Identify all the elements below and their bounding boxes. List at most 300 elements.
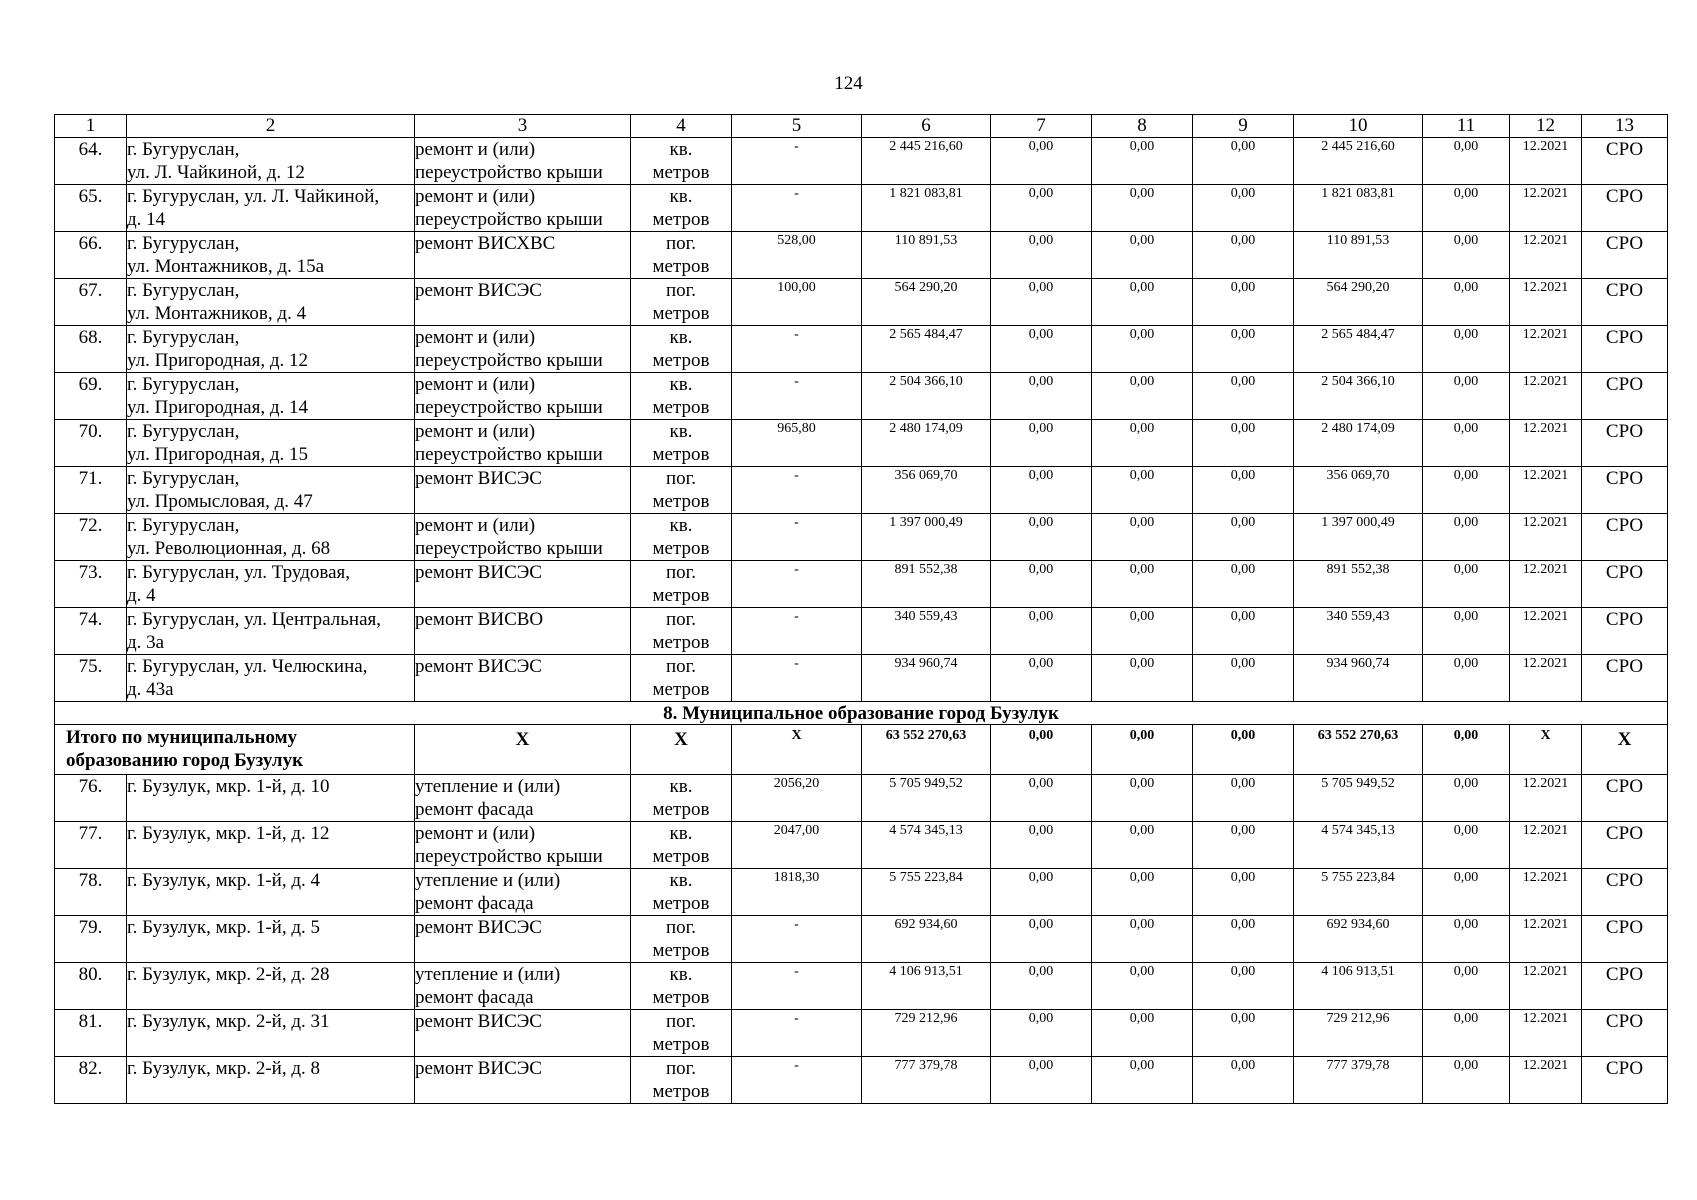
owners-funds-cell: 340 559,43 bbox=[1294, 608, 1423, 655]
local-budget-cell: 0,00 bbox=[1193, 326, 1294, 373]
work-type-cell bbox=[415, 561, 631, 608]
regional-budget-cell: 0,00 bbox=[1092, 420, 1193, 467]
cell-line: ул. Л. Чайкиной, д. 12 bbox=[127, 162, 305, 183]
deadline-cell: 12.2021 bbox=[1510, 775, 1582, 822]
deadline-cell: 12.2021 bbox=[1510, 655, 1582, 702]
total-other-funds-cell: 0,00 bbox=[1423, 725, 1510, 775]
cell-line: метров bbox=[652, 538, 710, 559]
work-type-cell bbox=[415, 822, 631, 869]
other-funds-cell: 0,00 bbox=[1423, 373, 1510, 420]
cell-line: ремонт ВИСЭС bbox=[415, 1058, 542, 1079]
cell-line: ремонт и (или) bbox=[415, 823, 536, 844]
owners-funds-cell: 4 574 345,13 bbox=[1294, 822, 1423, 869]
cell-line: ремонт и (или) bbox=[415, 374, 536, 395]
cell-line: пог. bbox=[665, 562, 697, 583]
contractor-cell: СРО bbox=[1582, 655, 1668, 702]
cell-line: утепление и (или) bbox=[415, 870, 561, 891]
deadline-cell: 12.2021 bbox=[1510, 326, 1582, 373]
other-funds-cell: 0,00 bbox=[1423, 185, 1510, 232]
other-funds-cell: 0,00 bbox=[1423, 514, 1510, 561]
total-cost-cell: 4 106 913,51 bbox=[862, 963, 991, 1010]
column-number-header bbox=[55, 115, 1668, 138]
cell-line: кв. bbox=[669, 515, 693, 536]
cell-line: ремонт и (или) bbox=[415, 139, 536, 160]
unit-cell bbox=[631, 869, 732, 916]
total-deadline-cell: X bbox=[1510, 725, 1582, 775]
other-funds-cell: 0,00 bbox=[1423, 326, 1510, 373]
owners-funds-cell: 692 934,60 bbox=[1294, 916, 1423, 963]
cell-line: образованию город Бузулук bbox=[66, 750, 304, 771]
regional-budget-cell: 0,00 bbox=[1092, 1057, 1193, 1104]
owners-funds-cell: 356 069,70 bbox=[1294, 467, 1423, 514]
address-cell bbox=[127, 916, 415, 963]
other-funds-cell: 0,00 bbox=[1423, 232, 1510, 279]
address-cell bbox=[127, 232, 415, 279]
row-number-cell: 68. bbox=[55, 326, 127, 373]
contractor-cell: СРО bbox=[1582, 373, 1668, 420]
column-header: 7 bbox=[991, 115, 1092, 138]
owners-funds-cell: 1 821 083,81 bbox=[1294, 185, 1423, 232]
cell-line: метров bbox=[652, 303, 710, 324]
total-cost-cell: 777 379,78 bbox=[862, 1057, 991, 1104]
regional-budget-cell: 0,00 bbox=[1092, 185, 1193, 232]
owners-funds-cell: 729 212,96 bbox=[1294, 1010, 1423, 1057]
row-number-cell: 71. bbox=[55, 467, 127, 514]
fund-cell: 0,00 bbox=[991, 822, 1092, 869]
cell-line: метров bbox=[652, 444, 710, 465]
volume-cell: - bbox=[732, 185, 862, 232]
volume-cell: 100,00 bbox=[732, 279, 862, 326]
cell-line: пог. bbox=[665, 468, 697, 489]
address-cell bbox=[127, 822, 415, 869]
local-budget-cell: 0,00 bbox=[1193, 775, 1294, 822]
volume-cell: - bbox=[732, 467, 862, 514]
local-budget-cell: 0,00 bbox=[1193, 138, 1294, 185]
cell-line: г. Бузулук, мкр. 2-й, д. 28 bbox=[127, 964, 330, 985]
row-number-cell: 73. bbox=[55, 561, 127, 608]
regional-budget-cell: 0,00 bbox=[1092, 326, 1193, 373]
local-budget-cell: 0,00 bbox=[1193, 279, 1294, 326]
cell-line: ремонт и (или) bbox=[415, 186, 536, 207]
row-number-cell: 80. bbox=[55, 963, 127, 1010]
regional-budget-cell: 0,00 bbox=[1092, 608, 1193, 655]
cell-line: пог. bbox=[665, 917, 697, 938]
address-cell bbox=[127, 1057, 415, 1104]
unit-cell bbox=[631, 373, 732, 420]
cell-line: метров bbox=[652, 1081, 710, 1102]
volume-cell: - bbox=[732, 655, 862, 702]
cell-line: г. Бугуруслан, bbox=[127, 421, 240, 442]
address-cell bbox=[127, 775, 415, 822]
owners-funds-cell: 2 445 216,60 bbox=[1294, 138, 1423, 185]
cell-line: д. 3а bbox=[127, 632, 165, 653]
volume-cell: 1818,30 bbox=[732, 869, 862, 916]
column-header: 8 bbox=[1092, 115, 1193, 138]
deadline-cell: 12.2021 bbox=[1510, 232, 1582, 279]
total-fund-cell: 0,00 bbox=[991, 725, 1092, 775]
regional-budget-cell: 0,00 bbox=[1092, 138, 1193, 185]
cell-line: переустройство крыши bbox=[415, 444, 603, 465]
row-number-cell: 74. bbox=[55, 608, 127, 655]
deadline-cell: 12.2021 bbox=[1510, 138, 1582, 185]
total-cost-cell: 934 960,74 bbox=[862, 655, 991, 702]
deadline-cell: 12.2021 bbox=[1510, 279, 1582, 326]
unit-cell bbox=[631, 185, 732, 232]
deadline-cell: 12.2021 bbox=[1510, 561, 1582, 608]
owners-funds-cell: 891 552,38 bbox=[1294, 561, 1423, 608]
deadline-cell: 12.2021 bbox=[1510, 420, 1582, 467]
owners-funds-cell: 2 480 174,09 bbox=[1294, 420, 1423, 467]
column-header: 6 bbox=[862, 115, 991, 138]
cell-line: г. Бузулук, мкр. 2-й, д. 31 bbox=[127, 1011, 330, 1032]
cell-line: переустройство крыши bbox=[415, 538, 603, 559]
contractor-cell: СРО bbox=[1582, 232, 1668, 279]
address-cell bbox=[127, 1010, 415, 1057]
fund-cell: 0,00 bbox=[991, 869, 1092, 916]
contractor-cell: СРО bbox=[1582, 608, 1668, 655]
volume-cell: 528,00 bbox=[732, 232, 862, 279]
cell-line: пог. bbox=[665, 656, 697, 677]
fund-cell: 0,00 bbox=[991, 420, 1092, 467]
column-header: 2 bbox=[127, 115, 415, 138]
column-header: 10 bbox=[1294, 115, 1423, 138]
total-unit-cell: X bbox=[631, 725, 732, 775]
unit-cell bbox=[631, 608, 732, 655]
work-type-cell bbox=[415, 655, 631, 702]
volume-cell: - bbox=[732, 608, 862, 655]
total-cost-cell: 1 821 083,81 bbox=[862, 185, 991, 232]
table-row bbox=[55, 916, 1668, 963]
cell-line: метров bbox=[652, 256, 710, 277]
table-row bbox=[55, 467, 1668, 514]
unit-cell bbox=[631, 561, 732, 608]
unit-cell bbox=[631, 1010, 732, 1057]
work-type-cell bbox=[415, 420, 631, 467]
cell-line: ремонт ВИСЭС bbox=[415, 562, 542, 583]
deadline-cell: 12.2021 bbox=[1510, 1010, 1582, 1057]
cell-line: г. Бугуруслан, bbox=[127, 327, 240, 348]
contractor-cell: СРО bbox=[1582, 775, 1668, 822]
cell-line: пог. bbox=[665, 1011, 697, 1032]
table-row bbox=[55, 326, 1668, 373]
unit-cell bbox=[631, 279, 732, 326]
table-row bbox=[55, 279, 1668, 326]
cell-line: ул. Монтажников, д. 4 bbox=[127, 303, 307, 324]
deadline-cell: 12.2021 bbox=[1510, 869, 1582, 916]
column-header: 13 bbox=[1582, 115, 1668, 138]
other-funds-cell: 0,00 bbox=[1423, 1010, 1510, 1057]
work-type-cell bbox=[415, 916, 631, 963]
cell-line: метров bbox=[652, 350, 710, 371]
page-number: 124 bbox=[834, 73, 863, 94]
regional-budget-cell: 0,00 bbox=[1092, 822, 1193, 869]
other-funds-cell: 0,00 bbox=[1423, 420, 1510, 467]
unit-cell bbox=[631, 326, 732, 373]
volume-cell: - bbox=[732, 1010, 862, 1057]
volume-cell: - bbox=[732, 373, 862, 420]
local-budget-cell: 0,00 bbox=[1193, 373, 1294, 420]
total-cost-cell: 729 212,96 bbox=[862, 1010, 991, 1057]
address-cell bbox=[127, 608, 415, 655]
fund-cell: 0,00 bbox=[991, 279, 1092, 326]
volume-cell: 2056,20 bbox=[732, 775, 862, 822]
address-cell bbox=[127, 561, 415, 608]
work-type-cell bbox=[415, 1010, 631, 1057]
deadline-cell: 12.2021 bbox=[1510, 608, 1582, 655]
work-type-cell bbox=[415, 1057, 631, 1104]
cell-line: г. Бугуруслан, bbox=[127, 139, 240, 160]
total-volume-cell: X bbox=[732, 725, 862, 775]
fund-cell: 0,00 bbox=[991, 514, 1092, 561]
cell-line: ремонт и (или) bbox=[415, 421, 536, 442]
column-header: 3 bbox=[415, 115, 631, 138]
volume-cell: - bbox=[732, 963, 862, 1010]
section-header-row bbox=[55, 702, 1668, 725]
row-number-cell: 67. bbox=[55, 279, 127, 326]
total-cost-cell: 4 574 345,13 bbox=[862, 822, 991, 869]
local-budget-cell: 0,00 bbox=[1193, 420, 1294, 467]
cell-line: ул. Пригородная, д. 14 bbox=[127, 397, 308, 418]
row-number-cell: 79. bbox=[55, 916, 127, 963]
deadline-cell: 12.2021 bbox=[1510, 963, 1582, 1010]
contractor-cell: СРО bbox=[1582, 916, 1668, 963]
volume-cell: - bbox=[732, 326, 862, 373]
other-funds-cell: 0,00 bbox=[1423, 655, 1510, 702]
work-type-cell bbox=[415, 232, 631, 279]
cell-line: ул. Революционная, д. 68 bbox=[127, 538, 331, 559]
cell-line: ремонт ВИСЭС bbox=[415, 1011, 542, 1032]
cell-line: г. Бугуруслан, ул. Л. Чайкиной, bbox=[127, 186, 380, 207]
total-label bbox=[55, 725, 415, 775]
cell-line: кв. bbox=[669, 421, 693, 442]
fund-cell: 0,00 bbox=[991, 775, 1092, 822]
deadline-cell: 12.2021 bbox=[1510, 1057, 1582, 1104]
other-funds-cell: 0,00 bbox=[1423, 963, 1510, 1010]
local-budget-cell: 0,00 bbox=[1193, 185, 1294, 232]
cell-line: пог. bbox=[665, 280, 697, 301]
row-number-cell: 65. bbox=[55, 185, 127, 232]
total-cost-cell: 356 069,70 bbox=[862, 467, 991, 514]
contractor-cell: СРО bbox=[1582, 963, 1668, 1010]
cell-line: ремонт ВИСЭС bbox=[415, 468, 542, 489]
local-budget-cell: 0,00 bbox=[1193, 1010, 1294, 1057]
fund-cell: 0,00 bbox=[991, 326, 1092, 373]
other-funds-cell: 0,00 bbox=[1423, 561, 1510, 608]
cell-line: ремонт фасада bbox=[415, 987, 534, 1008]
cell-line: ремонт и (или) bbox=[415, 327, 536, 348]
total-cost-cell: 891 552,38 bbox=[862, 561, 991, 608]
row-number-cell: 66. bbox=[55, 232, 127, 279]
owners-funds-cell: 777 379,78 bbox=[1294, 1057, 1423, 1104]
address-cell bbox=[127, 869, 415, 916]
address-cell bbox=[127, 279, 415, 326]
fund-cell: 0,00 bbox=[991, 608, 1092, 655]
local-budget-cell: 0,00 bbox=[1193, 1057, 1294, 1104]
cell-line: переустройство крыши bbox=[415, 350, 603, 371]
column-header: 9 bbox=[1193, 115, 1294, 138]
work-type-cell bbox=[415, 514, 631, 561]
regional-budget-cell: 0,00 bbox=[1092, 963, 1193, 1010]
total-cost-cell: 564 290,20 bbox=[862, 279, 991, 326]
address-cell bbox=[127, 138, 415, 185]
cell-line: переустройство крыши bbox=[415, 397, 603, 418]
cell-line: переустройство крыши bbox=[415, 162, 603, 183]
contractor-cell: СРО bbox=[1582, 279, 1668, 326]
cell-line: метров bbox=[652, 632, 710, 653]
other-funds-cell: 0,00 bbox=[1423, 1057, 1510, 1104]
cell-line: кв. bbox=[669, 776, 693, 797]
contractor-cell: СРО bbox=[1582, 561, 1668, 608]
deadline-cell: 12.2021 bbox=[1510, 185, 1582, 232]
unit-cell bbox=[631, 232, 732, 279]
repair-register-table bbox=[54, 114, 1668, 1104]
regional-budget-cell: 0,00 bbox=[1092, 775, 1193, 822]
cell-line: пог. bbox=[665, 609, 697, 630]
unit-cell bbox=[631, 467, 732, 514]
cell-line: кв. bbox=[669, 327, 693, 348]
cell-line: ремонт ВИСХВС bbox=[415, 233, 556, 254]
cell-line: ул. Промысловая, д. 47 bbox=[127, 491, 313, 512]
column-header: 5 bbox=[732, 115, 862, 138]
contractor-cell: СРО bbox=[1582, 138, 1668, 185]
address-cell bbox=[127, 326, 415, 373]
address-cell bbox=[127, 373, 415, 420]
volume-cell: - bbox=[732, 916, 862, 963]
regional-budget-cell: 0,00 bbox=[1092, 467, 1193, 514]
regional-budget-cell: 0,00 bbox=[1092, 279, 1193, 326]
row-number-cell: 75. bbox=[55, 655, 127, 702]
volume-cell: - bbox=[732, 138, 862, 185]
regional-budget-cell: 0,00 bbox=[1092, 373, 1193, 420]
cell-line: д. 14 bbox=[127, 209, 166, 230]
cell-line: метров bbox=[652, 799, 710, 820]
total-cost-cell: 110 891,53 bbox=[862, 232, 991, 279]
cell-line: ремонт и (или) bbox=[415, 515, 536, 536]
total-work-type-cell: X bbox=[415, 725, 631, 775]
column-header: 12 bbox=[1510, 115, 1582, 138]
address-cell bbox=[127, 655, 415, 702]
contractor-cell: СРО bbox=[1582, 420, 1668, 467]
row-number-cell: 82. bbox=[55, 1057, 127, 1104]
deadline-cell: 12.2021 bbox=[1510, 514, 1582, 561]
total-contractor-cell: X bbox=[1582, 725, 1668, 775]
fund-cell: 0,00 bbox=[991, 655, 1092, 702]
cell-line: метров bbox=[652, 846, 710, 867]
other-funds-cell: 0,00 bbox=[1423, 916, 1510, 963]
work-type-cell bbox=[415, 467, 631, 514]
work-type-cell bbox=[415, 869, 631, 916]
cell-line: ул. Монтажников, д. 15а bbox=[127, 256, 325, 277]
fund-cell: 0,00 bbox=[991, 373, 1092, 420]
owners-funds-cell: 5 755 223,84 bbox=[1294, 869, 1423, 916]
cell-line: г. Бугуруслан, bbox=[127, 374, 240, 395]
cell-line: г. Бузулук, мкр. 1-й, д. 12 bbox=[127, 823, 330, 844]
table-row bbox=[55, 869, 1668, 916]
cell-line: утепление и (или) bbox=[415, 776, 561, 797]
contractor-cell: СРО bbox=[1582, 514, 1668, 561]
cell-line: метров bbox=[652, 1034, 710, 1055]
cell-line: ул. Пригородная, д. 15 bbox=[127, 444, 308, 465]
cell-line: ремонт фасада bbox=[415, 799, 534, 820]
address-cell bbox=[127, 514, 415, 561]
total-owners-funds-cell: 63 552 270,63 bbox=[1294, 725, 1423, 775]
cell-line: г. Бугуруслан, ул. Челюскина, bbox=[127, 656, 368, 677]
address-cell bbox=[127, 185, 415, 232]
local-budget-cell: 0,00 bbox=[1193, 655, 1294, 702]
total-cost-cell: 5 755 223,84 bbox=[862, 869, 991, 916]
unit-cell bbox=[631, 420, 732, 467]
row-number-cell: 69. bbox=[55, 373, 127, 420]
total-cost-cell: 2 504 366,10 bbox=[862, 373, 991, 420]
regional-budget-cell: 0,00 bbox=[1092, 232, 1193, 279]
volume-cell: 965,80 bbox=[732, 420, 862, 467]
fund-cell: 0,00 bbox=[991, 138, 1092, 185]
work-type-cell bbox=[415, 608, 631, 655]
local-budget-cell: 0,00 bbox=[1193, 608, 1294, 655]
owners-funds-cell: 5 705 949,52 bbox=[1294, 775, 1423, 822]
table-row bbox=[55, 185, 1668, 232]
fund-cell: 0,00 bbox=[991, 963, 1092, 1010]
work-type-cell bbox=[415, 775, 631, 822]
cell-line: ул. Пригородная, д. 12 bbox=[127, 350, 308, 371]
contractor-cell: СРО bbox=[1582, 185, 1668, 232]
unit-cell bbox=[631, 822, 732, 869]
fund-cell: 0,00 bbox=[991, 185, 1092, 232]
cell-line: ремонт ВИСЭС bbox=[415, 917, 542, 938]
unit-cell bbox=[631, 1057, 732, 1104]
owners-funds-cell: 2 504 366,10 bbox=[1294, 373, 1423, 420]
table-row bbox=[55, 775, 1668, 822]
local-budget-cell: 0,00 bbox=[1193, 514, 1294, 561]
cell-line: метров bbox=[652, 162, 710, 183]
row-number-cell: 70. bbox=[55, 420, 127, 467]
cell-line: ремонт ВИСЭС bbox=[415, 280, 542, 301]
cell-line: кв. bbox=[669, 964, 693, 985]
cell-line: г. Бузулук, мкр. 1-й, д. 4 bbox=[127, 870, 320, 891]
owners-funds-cell: 110 891,53 bbox=[1294, 232, 1423, 279]
cell-line: переустройство крыши bbox=[415, 846, 603, 867]
other-funds-cell: 0,00 bbox=[1423, 467, 1510, 514]
regional-budget-cell: 0,00 bbox=[1092, 514, 1193, 561]
volume-cell: - bbox=[732, 561, 862, 608]
unit-cell bbox=[631, 138, 732, 185]
cell-line: д. 43а bbox=[127, 679, 174, 700]
cell-line: пог. bbox=[665, 233, 697, 254]
column-header: 4 bbox=[631, 115, 732, 138]
cell-line: кв. bbox=[669, 374, 693, 395]
cell-line: г. Бузулук, мкр. 1-й, д. 5 bbox=[127, 917, 320, 938]
regional-budget-cell: 0,00 bbox=[1092, 1010, 1193, 1057]
work-type-cell bbox=[415, 326, 631, 373]
cell-line: метров bbox=[652, 491, 710, 512]
cell-line: г. Бузулук, мкр. 2-й, д. 8 bbox=[127, 1058, 320, 1079]
other-funds-cell: 0,00 bbox=[1423, 822, 1510, 869]
work-type-cell bbox=[415, 963, 631, 1010]
work-type-cell bbox=[415, 373, 631, 420]
volume-cell: - bbox=[732, 1057, 862, 1104]
fund-cell: 0,00 bbox=[991, 1010, 1092, 1057]
total-cost-cell: 2 445 216,60 bbox=[862, 138, 991, 185]
regional-budget-cell: 0,00 bbox=[1092, 655, 1193, 702]
owners-funds-cell: 4 106 913,51 bbox=[1294, 963, 1423, 1010]
table-row bbox=[55, 1057, 1668, 1104]
total-regional-budget-cell: 0,00 bbox=[1092, 725, 1193, 775]
volume-cell: 2047,00 bbox=[732, 822, 862, 869]
fund-cell: 0,00 bbox=[991, 467, 1092, 514]
table-row bbox=[55, 232, 1668, 279]
table-row bbox=[55, 963, 1668, 1010]
contractor-cell: СРО bbox=[1582, 869, 1668, 916]
